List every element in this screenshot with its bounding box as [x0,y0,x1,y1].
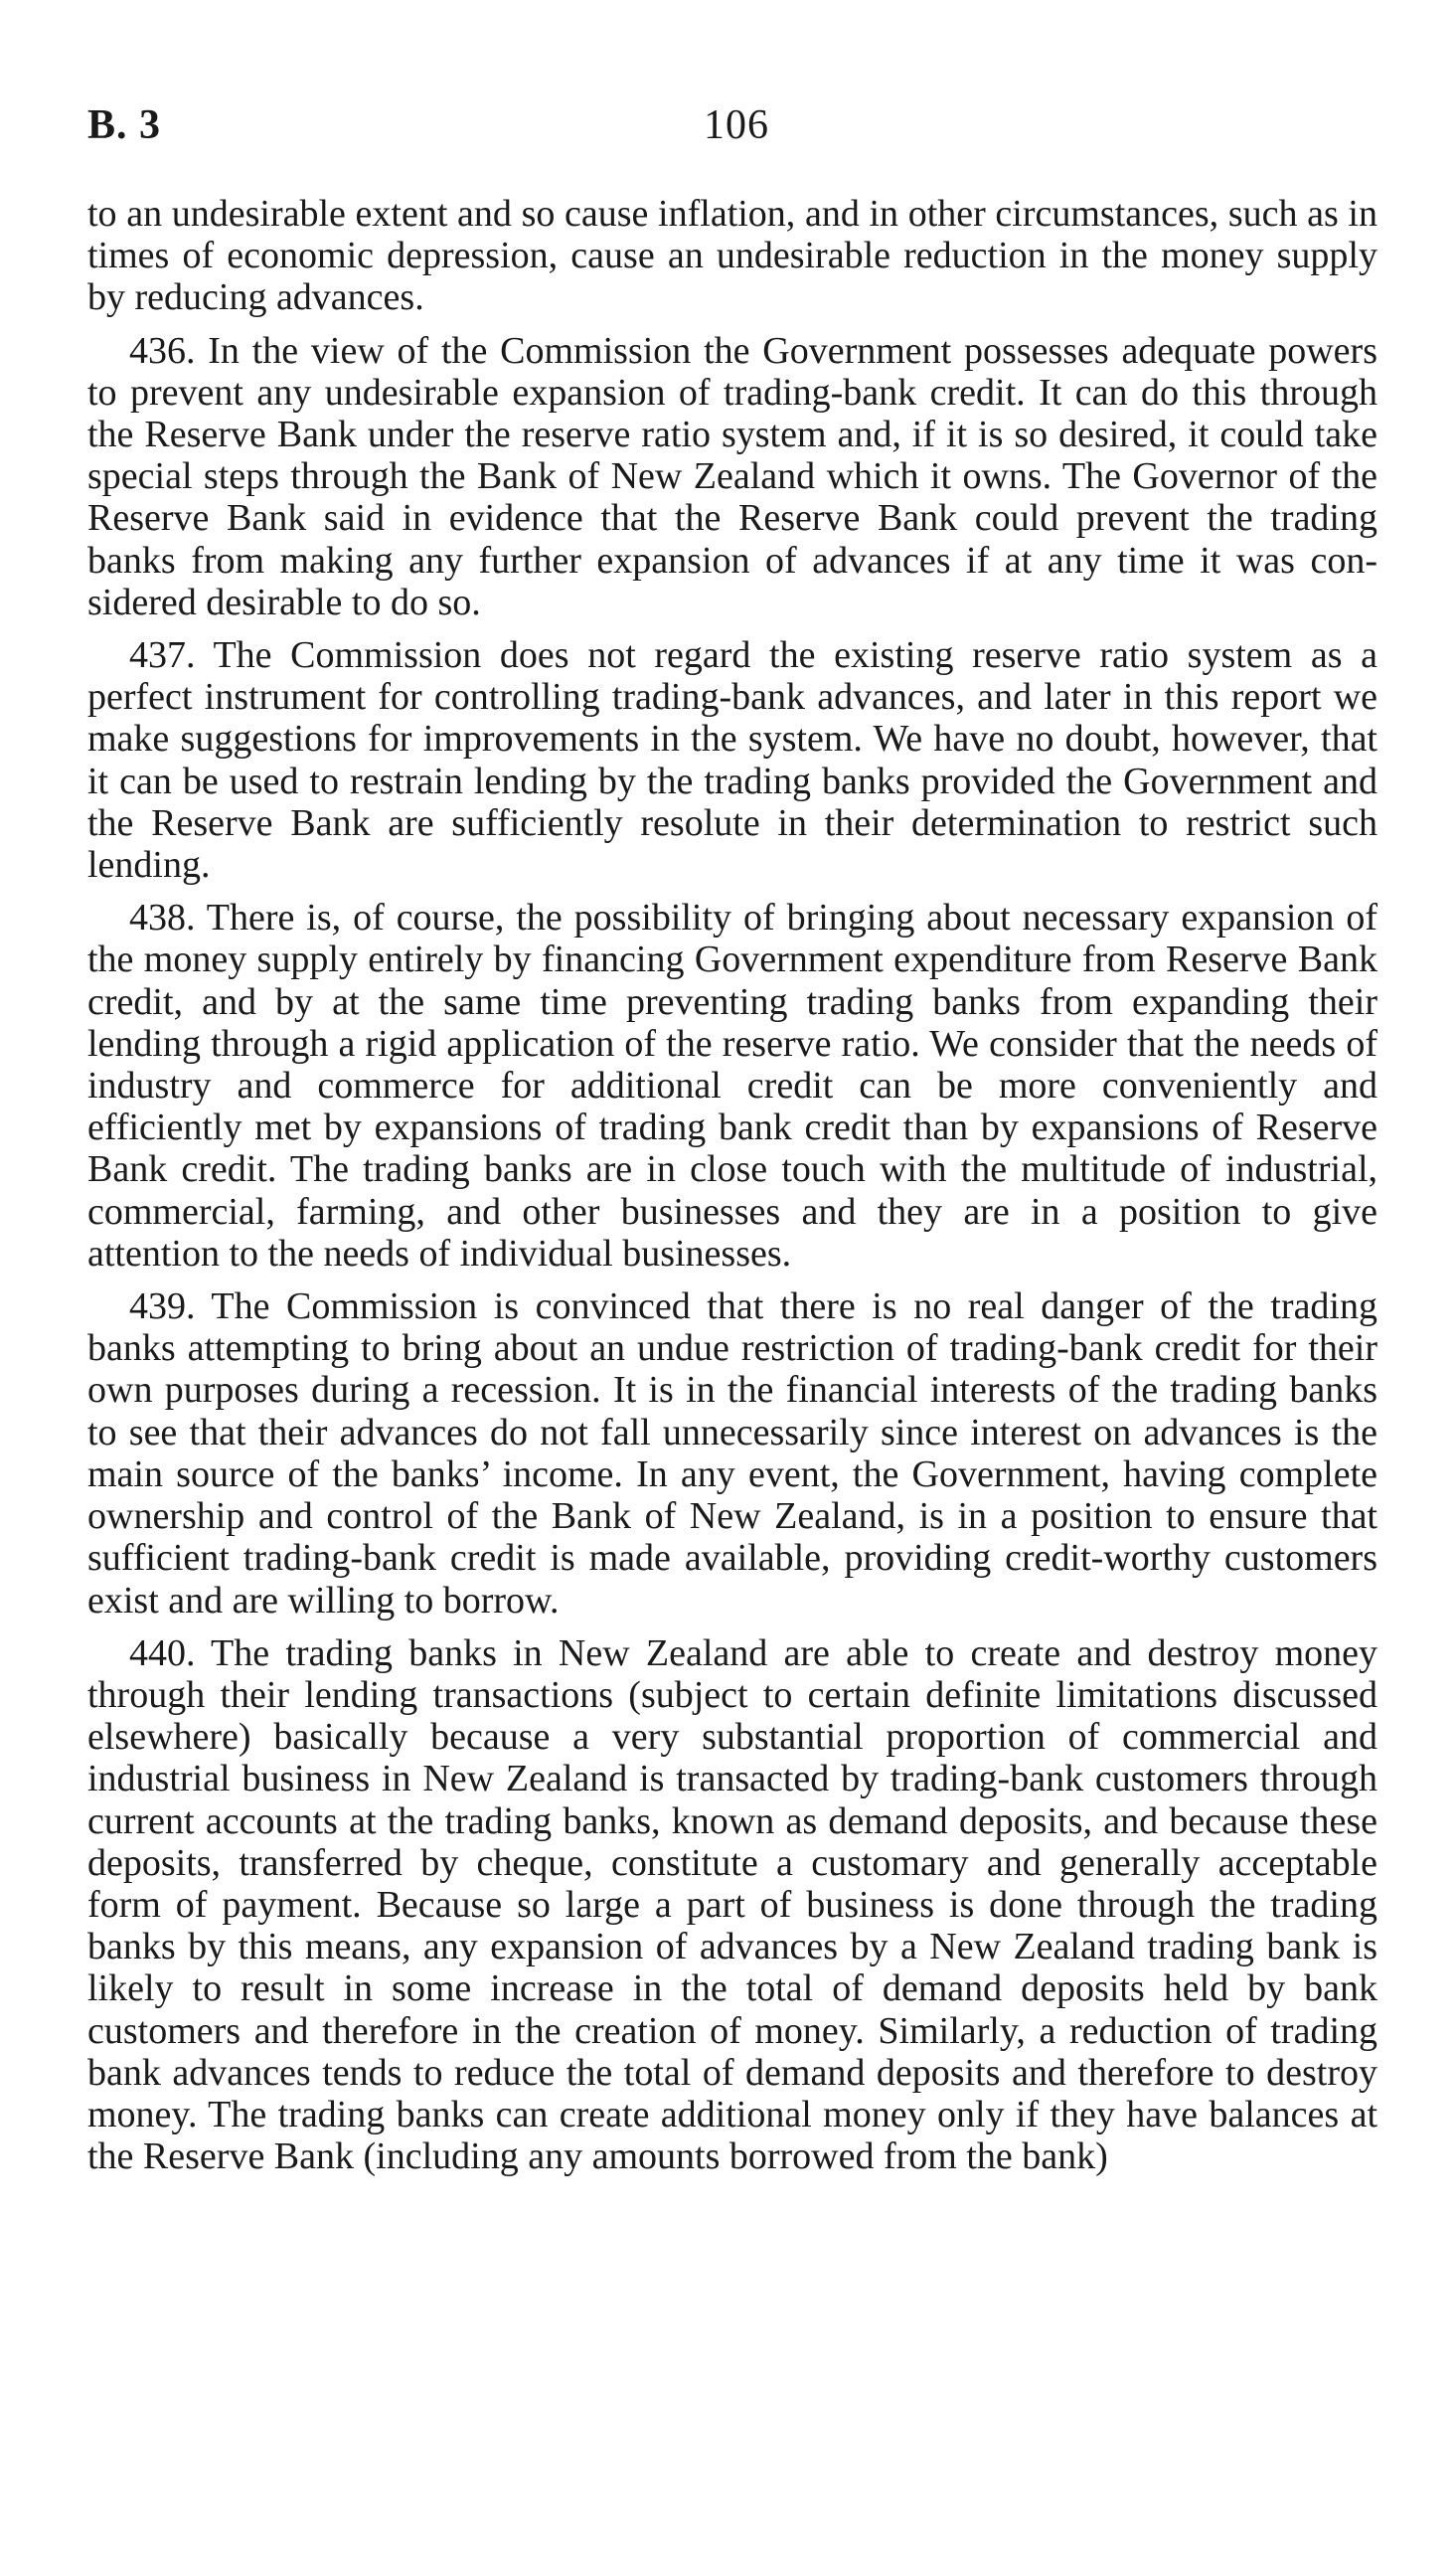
running-header [87,95,1379,155]
paragraph-continuation: to an undesirable extent and so cause inflation, and in other circumstances, such as in times of economic depression, cause an undesirable reduction in the money supply by reducing advances. [87,193,1377,319]
paragraph-440: 440. The trading banks in New Zealand are able to create and destroy money through their lending transactions (subject to certain definite limitations discussed elsewhere) basically because a very substantial proportion of commercial and industrial business in New Zealand is transacted by trading-bank customers through current accounts at the trading banks, known as demand deposits, and because these deposits, transferred by cheque, constitute a customary and generally acceptable form of payment. Because so large a part of business is done through the trading banks by this means, any expansion of advances by a New Zealand trading bank is likely to result in some increase in the total of demand deposits held by bank customers and therefore in the creation of money. Similarly, a reduction of trading bank advances tends to reduce the total of demand deposits and therefore to destroy money. The trading banks can create additional money only if they have balances at the Reserve Bank (including any amounts borrowed from the bank) [87,1631,1377,2178]
paragraph-438: 438. There is, of course, the possibility of bringing about necessary expansion of the money supply entirely by financing Government expenditure from Reserve Bank credit, and by at the same time preventing trading banks from expanding their lending through a rigid application of the reserve ratio. We consider that the needs of industry and commerce for additional credit can be more conveniently and efficiently met by expansions of trading bank credit than by expansions of Reserve Bank credit. The trading banks are in close touch with the multitude of industrial, commercial, farming, and other businesses and they are in a position to give attention to the needs of individual businesses. [87,897,1377,1275]
report-reference: B. 3 [87,102,162,148]
document-page [87,95,1379,2188]
paragraph-437: 437. The Commission does not regard the existing reserve ratio system as a perfect instrument for controlling trading-bank advances, and later in this report we make suggestions for improvements in the system. We have no doubt, however, that it can be used to restrain lending by the trading banks provided the Government and the Reserve Bank are sufficiently resolute in their determination to restrict such lending. [87,634,1377,887]
page-number: 106 [704,102,769,148]
paragraph-439: 439. The Commission is convinced that there is no real danger of the trading banks attempting to bring about an undue restriction of trading-bank credit for their own purposes during a recession. It is in the financial interests of the trading banks to see that their advances do not fall unnecessarily since interest on advances is the main source of the banks’ income. In any event, the Government, having complete ownership and control of the Bank of New Zealand, is in a position to ensure that sufficient trading-bank credit is made available, providing credit-worthy customers exist and are willing to borrow. [87,1285,1377,1621]
paragraph-436: 436. In the view of the Commission the Government possesses adequate powers to prevent any undesirable expansion of trading-bank credit. It can do this through the Reserve Bank under the reserve ratio system and, if it is so desired, it could take special steps through the Bank of New Zealand which it owns. The Governor of the Reserve Bank said in evidence that the Reserve Bank could prevent the trading banks from making any further expansion of advances if at any time it was considered desirable to do so. [87,329,1377,623]
body-text [87,193,1377,2177]
